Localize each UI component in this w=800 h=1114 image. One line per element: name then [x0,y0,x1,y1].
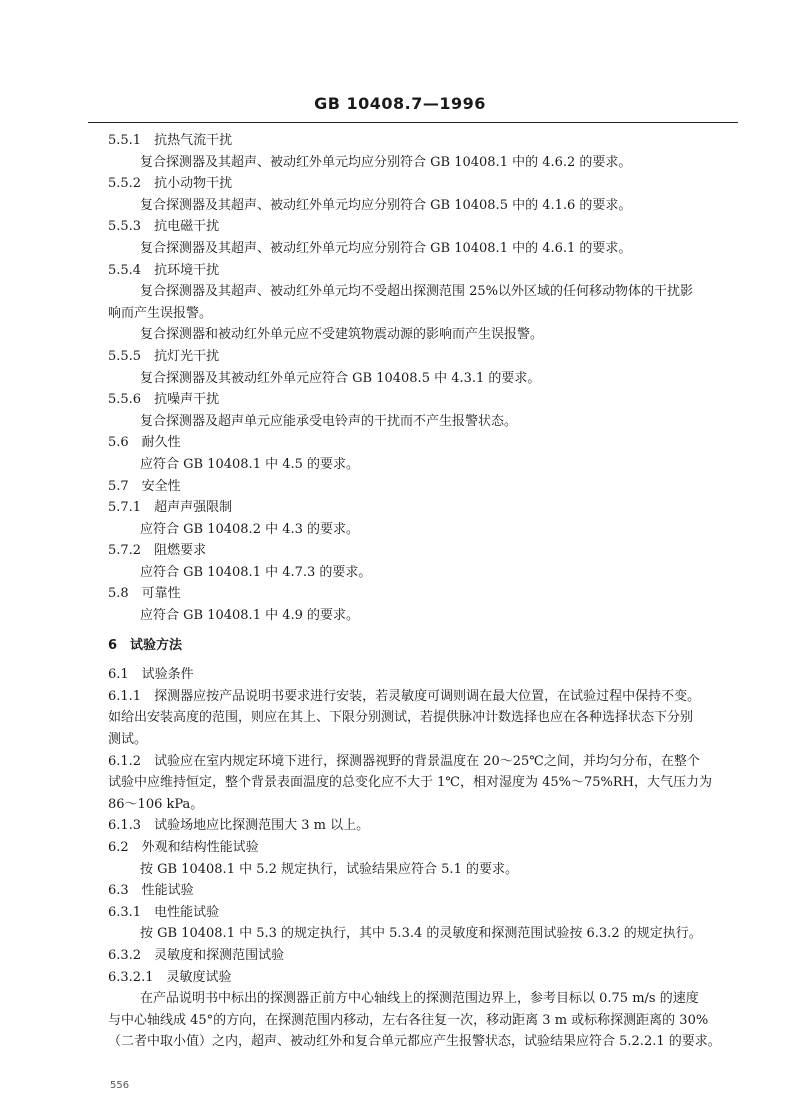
clause-text: 复合探测器及超声单元应能承受电铃声的干扰而不产生报警状态。 [140,413,518,429]
clause-text-continued: 86～106 kPa。 [108,796,204,812]
clause-text: 按 GB 10408.1 中 5.3 的规定执行，其中 5.3.4 的灵敏度和探测范围试验按 6.3.2 的规定执行。 [140,926,702,942]
clause-heading: 5.5.1 抗热气流干扰 [108,133,233,148]
clause-text-continued: 测试。 [108,732,148,748]
clause-heading: 5.7.2 阻燃要求 [108,543,207,559]
header-rule [88,122,738,123]
clause-heading: 5.5.5 抗灯光干扰 [108,348,220,364]
clause-text: 复合探测器和被动红外单元应不受建筑物震动源的影响而产生误报警。 [140,327,544,343]
clause-text-continued: 试验中应维持恒定，整个背景表面温度的总变化应不大于 1℃，相对湿度为 45%～75%RH，大气压力为 [108,775,712,791]
clause-text: 复合探测器及其超声、被动红外单元均应分别符合 GB 10408.1 中的 4.6.2 的要求。 [140,154,632,170]
clause-text-continued: 响而产生误报警。 [108,305,213,321]
clause-text: 应符合 GB 10408.1 中 4.7.3 的要求。 [140,564,372,580]
clause-heading: 5.7.1 超声声强限制 [108,500,233,516]
document-body [108,130,746,1053]
clause-text: 复合探测器及其被动红外单元应符合 GB 10408.5 中 4.3.1 的要求。 [140,370,541,386]
clause-heading: 6.3 性能试验 [108,883,194,899]
clause-heading: 5.5.3 抗电磁干扰 [108,219,220,235]
clause-heading: 5.5.4 抗环境干扰 [108,262,220,278]
clause-heading: 6.1 试验条件 [108,667,194,683]
clause-text-continued: 与中心轴线成 45°的方向，在探测范围内移动，左右各往复一次，移动距离 3 m 或标称探测距离的 30% [108,1012,709,1028]
page-number: 556 [110,1080,130,1091]
clause-text: 应符合 GB 10408.1 中 4.5 的要求。 [140,456,360,472]
clause-heading: 5.5.6 抗噪声干扰 [108,392,220,408]
clause-text: 在产品说明书中标出的探测器正前方中心轴线上的探测范围边界上，参考目标以 0.75 m/s 的速度 [140,991,699,1007]
clause-text: 6.1.1 探测器应按产品说明书要求进行安装，若灵敏度可调则调在最大位置，在试验过程中保持不变。 [108,688,701,704]
standard-code-header: GB 10408.7—1996 [314,94,486,113]
clause-text: 按 GB 10408.1 中 5.2 规定执行，试验结果应符合 5.1 的要求。 [140,861,518,877]
clause-text: 应符合 GB 10408.2 中 4.3 的要求。 [140,521,360,537]
clause-heading: 6.3.2.1 灵敏度试验 [108,969,232,985]
clause-heading: 5.7 安全性 [108,478,181,494]
clause-text: 复合探测器及其超声、被动红外单元均应分别符合 GB 10408.1 中的 4.6.1 的要求。 [140,240,632,256]
clause-heading: 6.3.2 灵敏度和探测范围试验 [108,947,285,963]
clause-heading: 5.5.2 抗小动物干扰 [108,176,233,192]
clause-text: 6.1.2 试验应在室内规定环境下进行，探测器视野的背景温度在 20～25℃之间，并均匀分布，在整个 [108,753,700,769]
chapter-heading: 6 试验方法 [108,637,183,653]
clause-text: 6.1.3 试验场地应比探测范围大 3 m 以上。 [108,818,370,834]
clause-text-continued: （二者中取小值）之内，超声、被动红外和复合单元都应产生报警状态，试验结果应符合 5.2.2.1 的要求。 [108,1034,721,1050]
clause-text: 应符合 GB 10408.1 中 4.9 的要求。 [140,608,360,624]
clause-heading: 6.2 外观和结构性能试验 [108,840,259,855]
clause-text: 复合探测器及其超声、被动红外单元均不受超出探测范围 25%以外区域的任何移动物体的干扰影 [140,284,694,300]
clause-text: 复合探测器及其超声、被动红外单元均应分别符合 GB 10408.5 中的 4.1.6 的要求。 [140,197,632,213]
clause-heading: 6.3.1 电性能试验 [108,904,220,920]
clause-text-continued: 如给出安装高度的范围，则应在其上、下限分别测试，若提供脉冲计数选择也应在各种选择状态下分别 [108,710,694,726]
clause-heading: 5.8 可靠性 [108,586,181,602]
clause-heading: 5.6 耐久性 [108,435,181,451]
